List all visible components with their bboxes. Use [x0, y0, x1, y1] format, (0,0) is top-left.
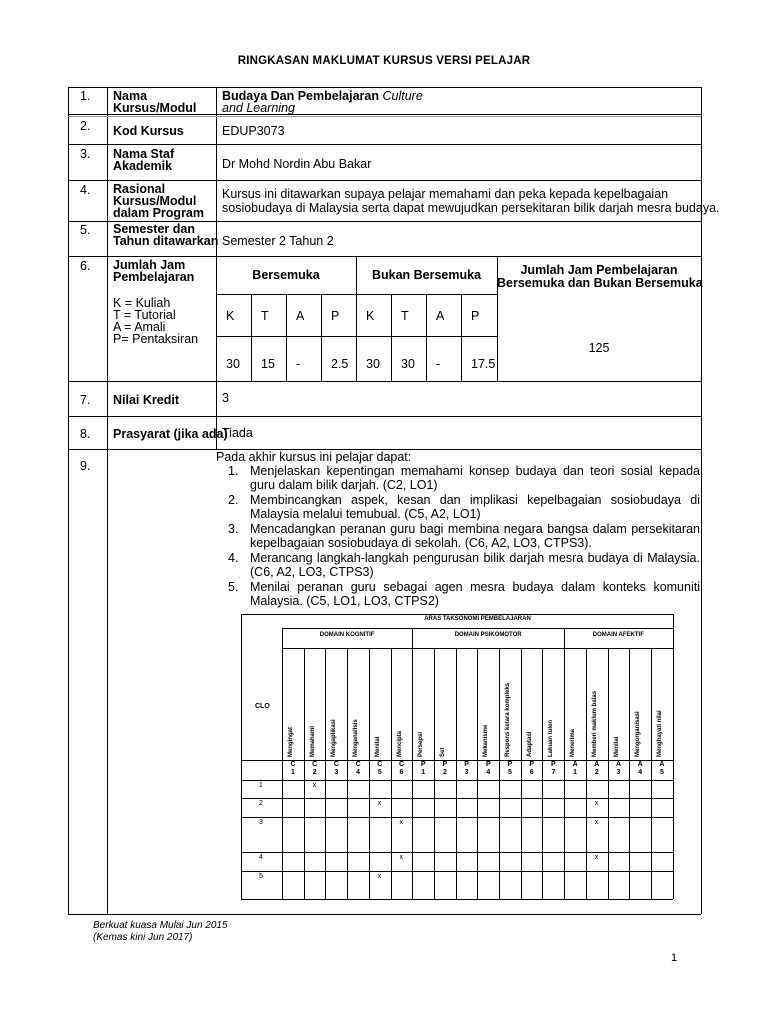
taxonomy-mark: x: [594, 800, 599, 807]
field-label: Kod Kursus: [113, 124, 184, 138]
taxonomy-code: [565, 761, 585, 777]
taxonomy-code-digit: 3: [464, 769, 469, 776]
row-line: [68, 144, 701, 145]
taxonomy-code: [392, 761, 412, 777]
hours-value: 15: [261, 357, 275, 371]
taxonomy-code: [457, 761, 477, 777]
taxonomy-code: [500, 761, 520, 777]
taxonomy-column-header: Respons ketara kompleks: [505, 682, 511, 757]
taxonomy-column-header: Mengingat: [288, 727, 294, 757]
taxonomy-code: [413, 761, 433, 777]
field-label: Nilai Kredit: [113, 393, 179, 407]
row-number: 2.: [80, 119, 91, 133]
taxonomy-mark: x: [377, 800, 382, 807]
hours-letter: P: [471, 309, 480, 323]
taxonomy-grid-line: [673, 614, 674, 899]
header-jumlah: Bersemuka dan Bukan Bersemuka: [497, 276, 703, 290]
legend-item: P= Pentaksiran: [113, 332, 199, 346]
field-label: Semester dan: [113, 222, 195, 236]
semester-value: Semester 2 Tahun 2: [222, 234, 334, 248]
taxonomy-column-header: Menganalisis: [353, 719, 360, 757]
taxonomy-code-digit: 2: [312, 769, 317, 776]
taxonomy-column-header: Menghayati nilai: [656, 710, 663, 757]
taxonomy-column-header: Mencipta: [396, 730, 403, 757]
outcome-item: [228, 465, 700, 492]
taxonomy-code-digit: 1: [573, 769, 578, 776]
outcome-number: 2.: [228, 493, 239, 507]
rationale-text: sosiobudaya di Malaysia serta dapat mewujudkan persekitaran bilik darjah mesra budaya.: [222, 201, 720, 215]
taxonomy-code-digit: 1: [291, 769, 295, 776]
col-divider-label: [216, 87, 217, 449]
taxonomy-code: [543, 761, 563, 777]
course-name-english-cont: and Learning: [222, 101, 295, 115]
taxonomy-code-letter: P: [529, 761, 535, 768]
page-number: 1: [671, 952, 678, 964]
taxonomy-code-letter: A: [659, 761, 665, 768]
taxonomy-code-digit: 3: [616, 769, 621, 776]
taxonomy-code-digit: 6: [399, 769, 404, 776]
taxonomy-code-letter: A: [572, 761, 578, 768]
legend-item: A = Amali: [113, 320, 166, 334]
field-label: Nama Staf: [113, 147, 175, 161]
grid-line: [426, 294, 427, 381]
row-line: [68, 87, 701, 88]
taxonomy-code-letter: A: [594, 761, 600, 768]
taxonomy-column-header: Adaptasi: [526, 731, 533, 757]
hours-letter: P: [331, 309, 340, 323]
row-line: [68, 416, 701, 417]
taxonomy-code-digit: 4: [486, 769, 491, 776]
row-number: 4.: [80, 183, 91, 197]
taxonomy-code-letter: C: [312, 761, 318, 768]
clo-number: 2: [259, 800, 263, 807]
outcome-item: [228, 494, 700, 521]
taxonomy-code-digit: 7: [551, 769, 556, 776]
row-number: 5.: [80, 223, 91, 237]
outcome-item: [228, 552, 700, 579]
outcome-number: 3.: [228, 522, 239, 536]
taxonomy-code-digit: 4: [638, 769, 643, 776]
header-jumlah: Jumlah Jam Pembelajaran: [520, 263, 678, 277]
taxonomy-code-letter: P: [442, 761, 448, 768]
taxonomy-column-header: Memahami: [309, 725, 316, 757]
taxonomy-column-header: Menerima: [570, 728, 577, 757]
hours-letter: K: [226, 309, 235, 323]
grid-line: [251, 294, 252, 381]
clo-number: 1: [259, 782, 263, 789]
taxonomy-code: [609, 761, 629, 777]
taxonomy-column-header: Menilai: [613, 736, 620, 757]
taxonomy-code-digit: 5: [508, 769, 512, 776]
field-label: Pembelajaran: [113, 270, 195, 284]
taxonomy-code: [630, 761, 650, 777]
taxonomy-column-header: Lakuan tulen: [548, 719, 555, 757]
clo-label: CLO: [255, 703, 270, 710]
hours-letter: T: [261, 309, 269, 323]
course-name-malay: Budaya Dan Pembelajaran: [222, 89, 380, 103]
outcome-text: Membincangkan aspek, kesan dan implikasi kepelbagaian sosiobudaya di Malaysia melalui temubual. (C5, A2, LO1): [250, 493, 700, 521]
row-line: [68, 381, 701, 382]
field-label: Rasional: [113, 182, 166, 196]
hours-value: -: [436, 357, 441, 371]
taxonomy-column-header: Set: [439, 747, 446, 757]
outcome-number: 1.: [228, 464, 239, 478]
taxonomy-column-header: Mekanisme: [483, 724, 490, 757]
row-line: [68, 180, 701, 181]
row-line: [68, 914, 701, 915]
taxonomy-code-digit: 4: [356, 769, 361, 776]
hours-value: 17.5: [471, 357, 496, 371]
outcome-item: [228, 523, 700, 550]
outcome-text: Menjelaskan kepentingan memahami konsep budaya dan teori sosial kepada guru dalam bilik darjah. (C2, LO1): [250, 464, 700, 492]
taxonomy-column-header: Memberi maklum balas: [591, 690, 598, 757]
legend-item: T = Tutorial: [113, 308, 176, 322]
row-number: 7.: [80, 393, 91, 407]
header-bukan-bersemuka: Bukan Bersemuka: [371, 268, 482, 282]
legend-item: K = Kuliah: [113, 296, 171, 310]
taxonomy-code: [652, 761, 672, 777]
prerequisite-value: Tiada: [222, 426, 253, 440]
row-line: [68, 256, 701, 257]
taxonomy-column-header: Mengorganisasi: [635, 711, 642, 757]
col-divider-num: [107, 87, 108, 914]
taxonomy-code-letter: A: [615, 761, 622, 768]
taxonomy-grid-line: [241, 614, 673, 615]
taxonomy-code: [326, 761, 346, 777]
course-name-english: Culture: [382, 89, 423, 103]
grid-line: [391, 294, 392, 381]
taxonomy-code-digit: 3: [334, 769, 339, 776]
outcomes-intro: Pada akhir kursus ini pelajar dapat:: [216, 450, 412, 464]
taxonomy-grid-line: [282, 628, 673, 629]
clo-number: 3: [259, 819, 263, 826]
taxonomy-code-digit: 2: [442, 769, 447, 776]
field-label: dalam Program: [113, 206, 205, 220]
header-bersemuka: Bersemuka: [252, 268, 320, 282]
taxonomy-code-letter: C: [355, 761, 361, 768]
taxonomy-code-letter: P: [507, 761, 513, 768]
taxonomy-code-letter: P: [464, 761, 469, 768]
taxonomy-code-letter: C: [398, 761, 405, 768]
outcome-number: 5.: [228, 580, 239, 594]
hours-letter: T: [401, 309, 409, 323]
hours-value: 30: [401, 357, 415, 371]
domain-affective: DOMAIN AFEKTIF: [592, 632, 644, 638]
taxonomy-column-header: Mengaplikasi: [331, 719, 338, 757]
taxonomy-code: [587, 761, 607, 777]
taxonomy-title: ARAS TAKSONOMI PEMBELAJARAN: [424, 616, 531, 622]
taxonomy-code-digit: 6: [529, 769, 534, 776]
taxonomy-code-digit: 5: [659, 769, 664, 776]
taxonomy-mark: x: [594, 819, 599, 826]
taxonomy-mark: x: [377, 873, 382, 880]
taxonomy-code: [522, 761, 542, 777]
field-label: Prasyarat (jika ada): [113, 427, 228, 441]
row-number: 8.: [80, 427, 91, 441]
hours-value: 30: [366, 357, 380, 371]
hours-letter: A: [436, 309, 445, 323]
taxonomy-code-digit: 1: [421, 769, 426, 776]
page-title: RINGKASAN MAKLUMAT KURSUS VERSI PELAJAR: [237, 55, 531, 67]
row-number: 1.: [80, 89, 91, 103]
field-label: Jumlah Jam: [113, 258, 186, 272]
field-label: Akademik: [113, 159, 173, 173]
clo-number: 4: [259, 854, 263, 861]
outcome-number: 4.: [228, 551, 239, 565]
taxonomy-code-letter: P: [551, 761, 556, 768]
hours-value: -: [296, 357, 301, 371]
table-border-left: [68, 87, 69, 914]
hours-value: 30: [226, 357, 240, 371]
clo-number: 5: [259, 873, 263, 880]
grid-line: [321, 294, 322, 381]
outcome-item: [228, 581, 700, 608]
taxonomy-mark: x: [312, 782, 317, 789]
grid-line: [461, 294, 462, 381]
taxonomy-mark: x: [399, 819, 403, 826]
total-hours: 125: [588, 341, 610, 355]
taxonomy-code-letter: C: [377, 761, 383, 768]
taxonomy-code-letter: P: [485, 761, 491, 768]
taxonomy-code: [435, 761, 455, 777]
hours-value: 2.5: [331, 357, 349, 371]
row-number: 9.: [80, 459, 91, 473]
outcome-text: Mencadangkan peranan guru bagi membina negara bangsa dalam persekitaran kepelbagaian sosiobudaya di sekolah. (C6, A2, LO3, CTPS3).: [250, 522, 700, 550]
hours-letter: K: [366, 309, 375, 323]
field-label: Nama: [113, 89, 148, 103]
hours-letter: A: [296, 309, 305, 323]
taxonomy-code-letter: P: [420, 761, 426, 768]
row-line: [68, 116, 701, 117]
taxonomy-code: [370, 761, 390, 777]
field-label: Kursus/Modul: [113, 194, 197, 208]
rationale-text: Kursus ini ditawarkan supaya pelajar memahami dan peka kepada kepelbagaian: [222, 187, 669, 201]
taxonomy-code-letter: C: [333, 761, 339, 768]
footer-updated: (Kemas kini Jun 2017): [93, 932, 193, 943]
credit-value: 3: [222, 391, 229, 405]
taxonomy-code-letter: A: [637, 761, 643, 768]
footer-effective: Berkuat kuasa Mulai Jun 2015: [93, 920, 228, 931]
field-label: Tahun ditawarkan: [113, 234, 219, 248]
taxonomy-grid-line: [241, 899, 673, 900]
taxonomy-grid-line: [241, 614, 242, 899]
domain-psychomotor: DOMAIN PSIKOMOTOR: [454, 632, 522, 638]
row-number: 3.: [80, 147, 91, 161]
taxonomy-code-letter: C: [290, 761, 296, 768]
grid-line: [286, 294, 287, 381]
field-label: Kursus/Modul: [113, 101, 197, 115]
taxonomy-mark: x: [594, 854, 599, 861]
taxonomy-code-digit: 5: [377, 769, 382, 776]
taxonomy-code-digit: 2: [594, 769, 599, 776]
academic-staff: Dr Mohd Nordin Abu Bakar: [222, 157, 372, 171]
taxonomy-code: [348, 761, 368, 777]
taxonomy-code: [283, 761, 303, 777]
row-number: 6.: [80, 259, 91, 273]
domain-cognitive: DOMAIN KOGNITIF: [319, 632, 375, 638]
taxonomy-mark: x: [399, 854, 403, 861]
taxonomy-column-header: Persepsi: [418, 731, 425, 757]
taxonomy-code: [305, 761, 325, 777]
outcome-text: Menilai peranan guru sebagai agen mesra budaya dalam konteks komuniti Malaysia. (C5, LO1, LO3, CTPS2): [250, 580, 700, 608]
taxonomy-column-header: Menilai: [374, 736, 381, 757]
taxonomy-code: [478, 761, 498, 777]
outcome-text: Merancang langkah-langkah pengurusan bilik darjah mesra budaya di Malaysia. (C6, A2, LO3, CTPS3): [250, 551, 700, 579]
course-code: EDUP3073: [222, 124, 285, 138]
